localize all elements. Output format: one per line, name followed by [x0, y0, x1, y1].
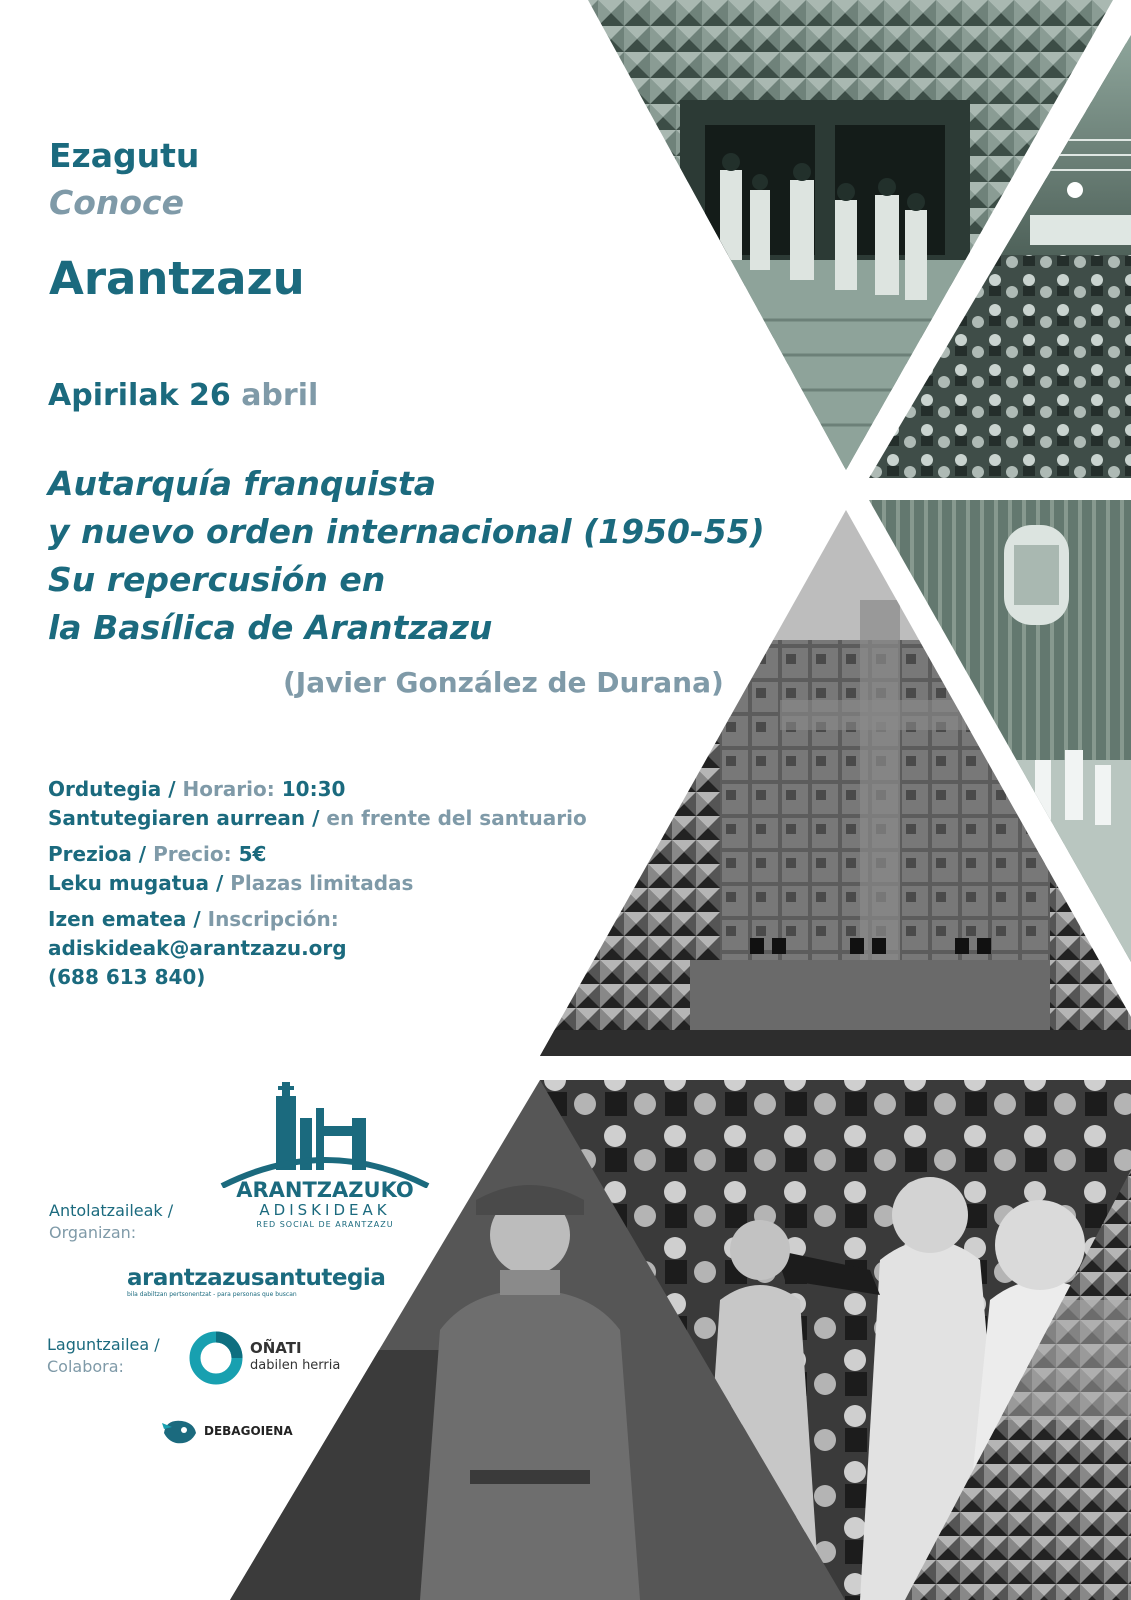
info-signup — [48, 905, 587, 934]
basilica-logo-icon — [218, 1078, 432, 1188]
info-label: Ordutegia — [48, 777, 162, 801]
santutegia-logo — [127, 1265, 397, 1299]
organizers-label-es: Organizan: — [49, 1223, 137, 1242]
onati-name: OÑATI — [250, 1339, 302, 1357]
signup-email-link[interactable]: adiskideak@arantzazu.org — [48, 936, 347, 960]
info-separator: / — [312, 806, 320, 830]
talk-title-line: Su repercusión en — [48, 560, 386, 599]
info-label: Precio: — [153, 842, 232, 866]
santutegia-name: arantzazusantutegia — [127, 1265, 386, 1291]
info-value: 10:30 — [281, 777, 346, 801]
debagoiena-logo — [160, 1413, 310, 1449]
info-price — [48, 840, 587, 869]
info-seats — [48, 869, 587, 898]
info-label: Horario: — [182, 777, 275, 801]
info-separator: / — [168, 777, 176, 801]
info-label: Izen ematea — [48, 907, 187, 931]
info-value: 5€ — [238, 842, 267, 866]
signup-phone[interactable]: (688 613 840) — [48, 965, 206, 989]
adiskideak-title: ARANTZAZUKO — [236, 1178, 414, 1202]
info-separator: / — [215, 871, 224, 895]
collaborates-label — [47, 1334, 160, 1378]
debagoiena-name: DEBAGOIENA — [204, 1424, 293, 1438]
info-place — [48, 804, 587, 833]
event-date — [48, 378, 318, 413]
adiskideak-subtitle: ADISKIDEAK — [259, 1201, 391, 1219]
info-schedule — [48, 775, 587, 804]
talk-title-line: y nuevo orden internacional (1950-55) — [48, 512, 765, 551]
info-label: Plazas limitadas — [230, 871, 414, 895]
talk-title — [48, 460, 765, 652]
onati-logo — [188, 1330, 358, 1386]
onati-ring-icon — [188, 1330, 244, 1386]
speaker-name: (Javier González de Durana) — [283, 666, 724, 699]
info-label: Prezioa — [48, 842, 132, 866]
talk-title-line: la Basílica de Arantzazu — [48, 608, 493, 647]
event-info — [48, 775, 587, 992]
collaborates-label-es: Colabora: — [47, 1357, 124, 1376]
info-separator: / — [138, 842, 147, 866]
info-label: Leku mugatua — [48, 871, 209, 895]
organizers-label — [49, 1200, 173, 1244]
title-ezagutu: Ezagutu — [49, 136, 200, 175]
debagoiena-bird-icon — [160, 1413, 200, 1449]
collaborates-label-eu: Laguntzailea / — [47, 1335, 160, 1354]
date-es: abril — [241, 378, 319, 413]
organizers-label-eu: Antolatzaileak / — [49, 1201, 174, 1220]
onati-tagline: dabilen herria — [250, 1358, 341, 1373]
title-conoce: Conoce — [49, 183, 184, 222]
adiskideak-tagline: RED SOCIAL DE ARANTZAZU — [256, 1220, 394, 1229]
title-arantzazu: Arantzazu — [49, 252, 305, 305]
info-label: Inscripción: — [207, 907, 339, 931]
info-label: Santutegiaren aurrean — [48, 806, 306, 830]
adiskideak-logo — [218, 1078, 432, 1253]
santutegia-tagline: bila dabiltzan pertsonentzat - para personas que buscan — [127, 1291, 297, 1298]
info-separator: / — [193, 907, 201, 931]
info-label: en frente del santuario — [326, 806, 587, 830]
talk-title-line: Autarquía franquista — [48, 464, 437, 503]
date-eu: Apirilak 26 — [48, 378, 231, 413]
